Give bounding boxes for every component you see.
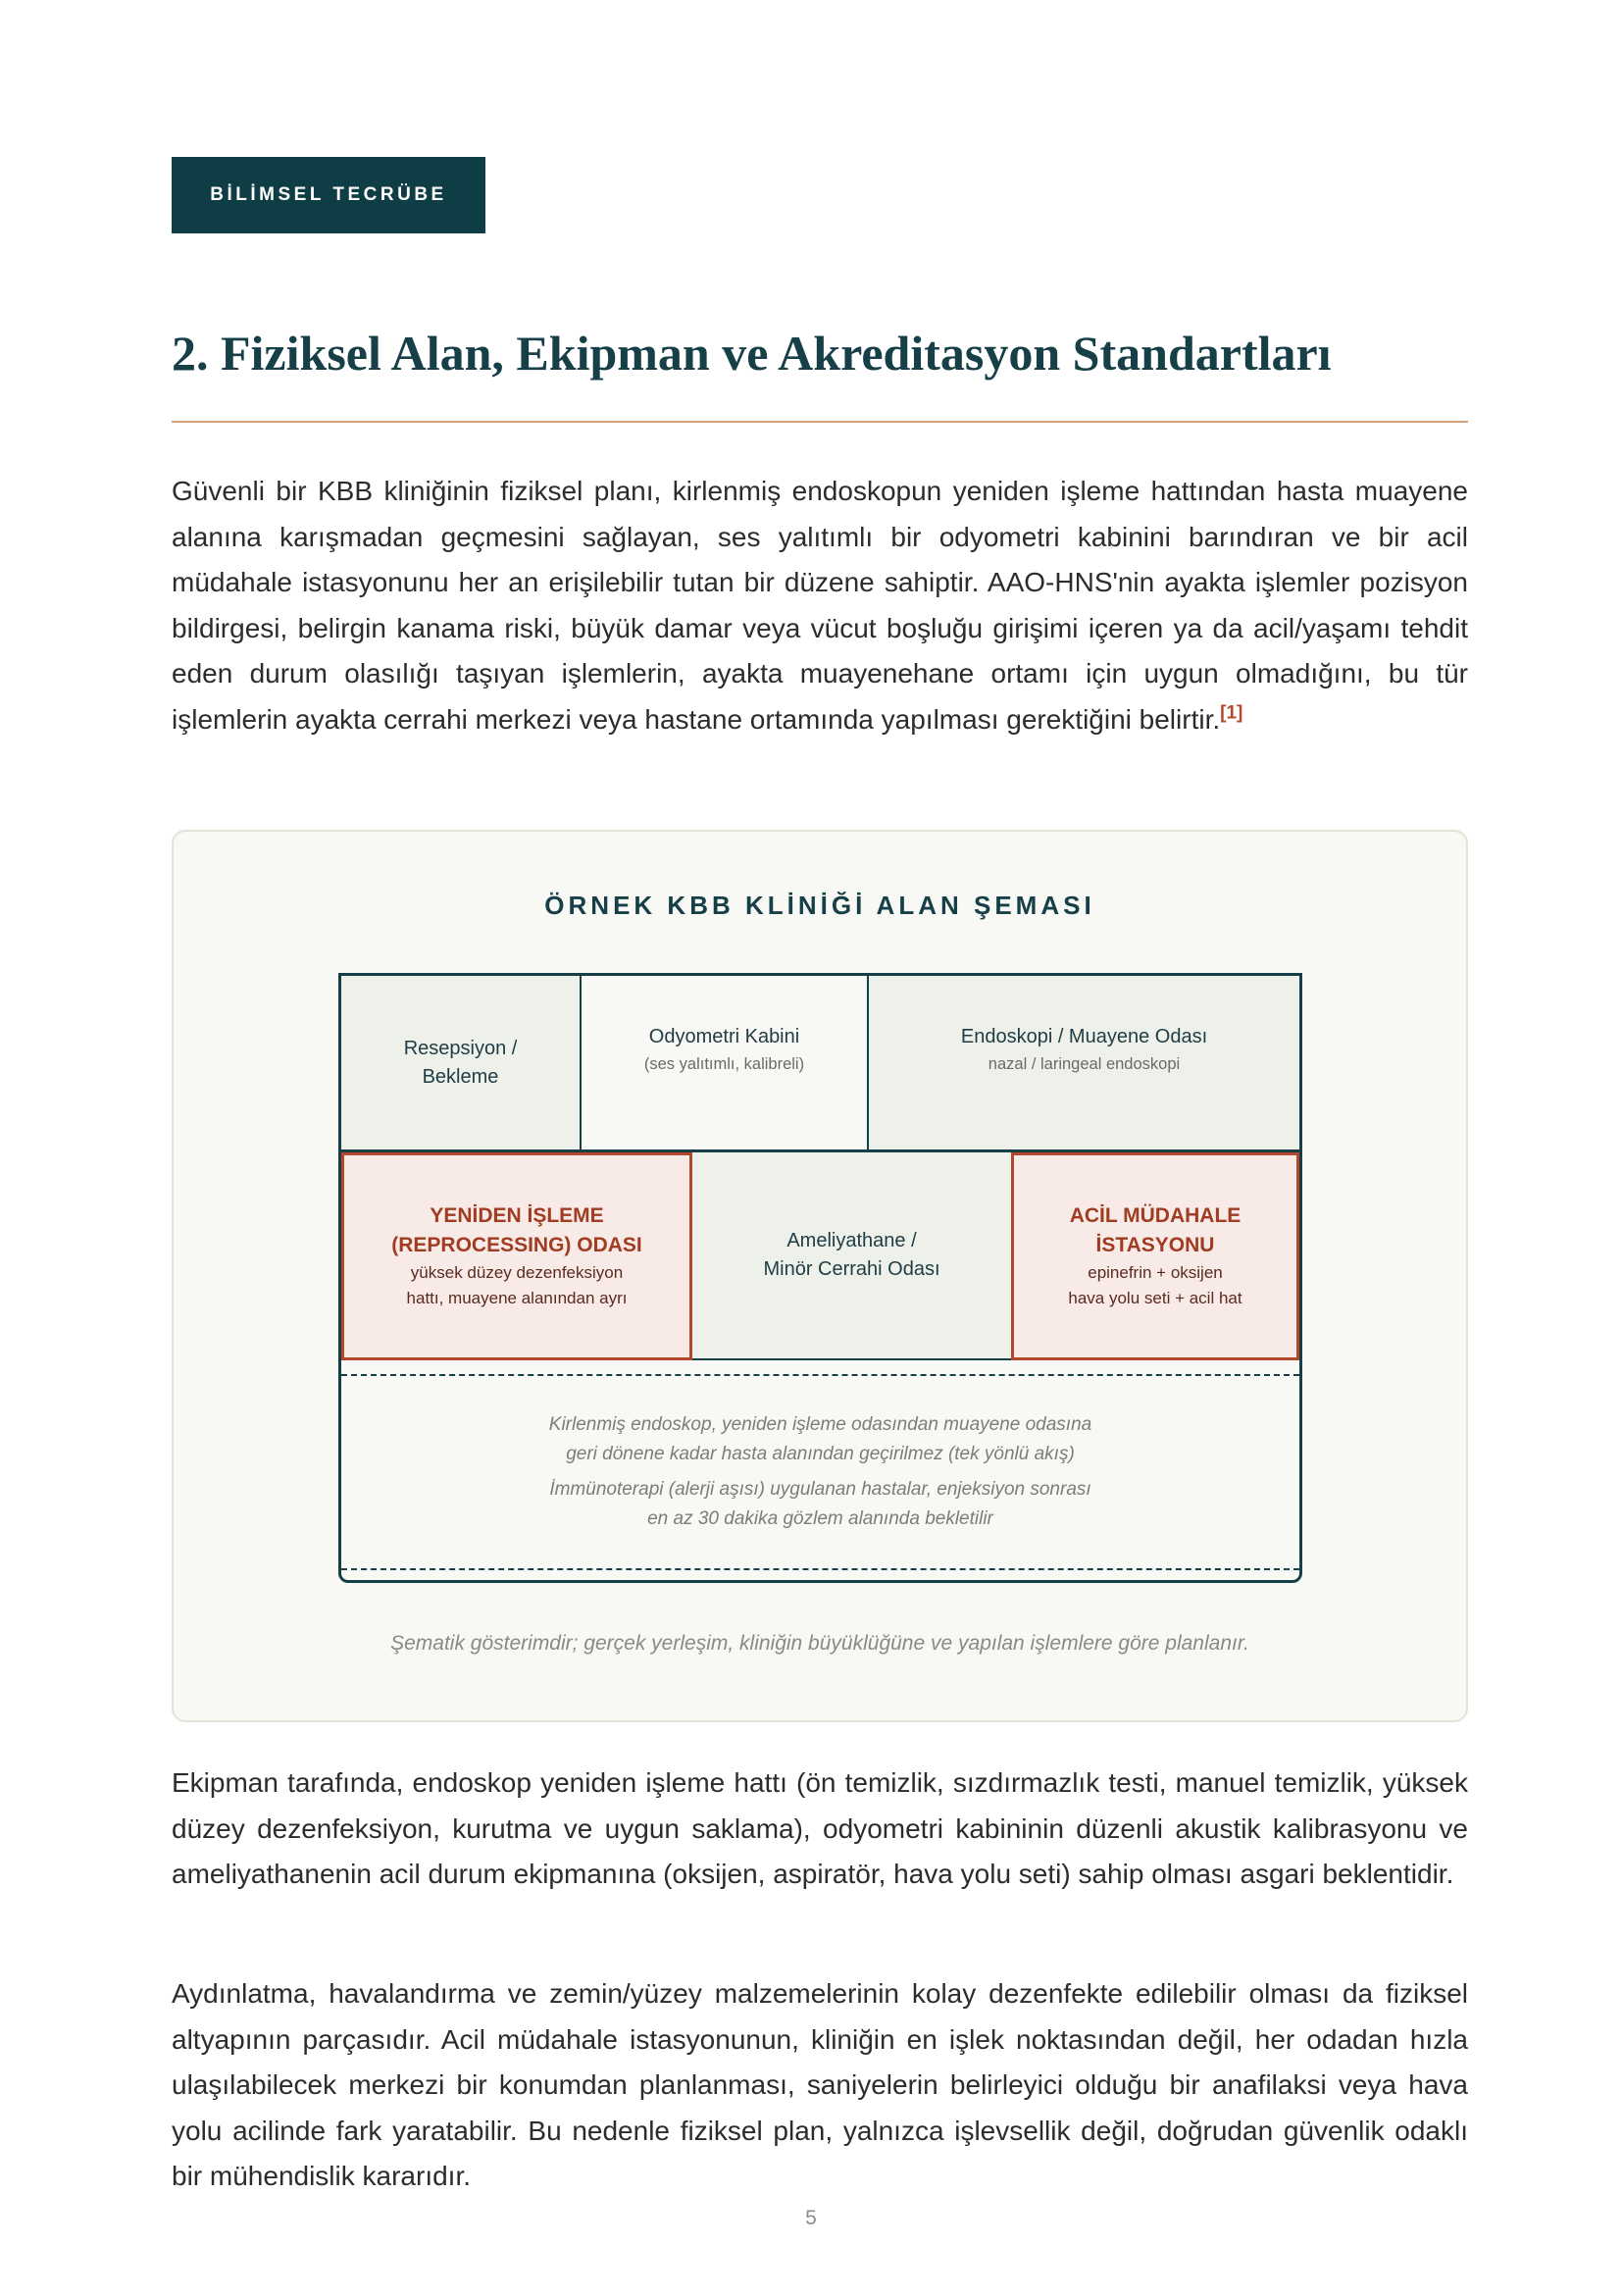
room-audiometry-name: Odyometri Kabini <box>648 1026 800 1047</box>
floor-plan <box>338 973 1302 1583</box>
room-emergency-name-2: İSTASYONU <box>1095 1234 1215 1256</box>
flow-note-4: en az 30 dakika gözlem alanında bekletilir <box>647 1508 993 1529</box>
room-reception-name-1: Resepsiyon / <box>403 1038 518 1059</box>
flow-note-3: İmmünoterapi (alerji aşısı) uygulanan hastalar, enjeksiyon sonrası <box>549 1479 1091 1500</box>
figure-title: ÖRNEK KBB KLİNİĞİ ALAN ŞEMASI <box>544 891 1095 920</box>
room-emergency <box>1011 1152 1299 1360</box>
room-operating-name-1: Ameliyathane / <box>786 1230 917 1251</box>
room-audiometry <box>582 976 869 1150</box>
room-emergency-name-1: ACİL MÜDAHALE <box>1069 1204 1242 1227</box>
room-audiometry-sub: (ses yalıtımlı, kalibreli) <box>643 1055 805 1073</box>
room-endoscopy <box>869 976 1299 1150</box>
room-emergency-sub-1: epinefrin + oksijen <box>1088 1263 1223 1282</box>
room-operating <box>692 1152 1011 1360</box>
flow-notes <box>341 1374 1299 1570</box>
room-emergency-sub-2: hava yolu seti + acil hat <box>1068 1289 1242 1307</box>
room-reprocessing-name-2: (REPROCESSING) ODASI <box>391 1234 642 1256</box>
citation-link[interactable]: [1] <box>1220 702 1243 724</box>
room-reprocessing-sub-1: yüksek düzey dezenfeksiyon <box>410 1263 624 1282</box>
infrastructure-paragraph: Aydınlatma, havalandırma ve zemin/yüzey malzemelerinin kolay dezenfekte edilebilir olması da fiziksel altyapının parçasıdır. Acil müdahale istasyonunun, kliniğin en işlek noktasından değil, her odadan hızla ulaşılabilecek merkezi bir konumdan planlanması, saniyelerin belirleyici olduğu bir anafilaksi veya hava yolu acilinde fark yaratabilir. Bu nedenle fiziksel plan, yalnızca işlevsellik değil, doğrudan güvenlik odaklı bir mühendislik kararıdır. <box>172 1978 1468 2191</box>
page-number: 5 <box>805 2207 817 2229</box>
figure-caption: Şematik gösterimdir; gerçek yerleşim, kliniğin büyüklüğüne ve yapılan işlemlere göre planlanır. <box>390 1632 1249 1655</box>
intro-paragraph <box>172 469 1468 742</box>
flow-note-2: geri dönene kadar hasta alanından geçirilmez (tek yönlü akış) <box>566 1444 1075 1464</box>
room-reprocessing <box>341 1152 692 1360</box>
clinic-layout-figure <box>172 830 1468 1722</box>
equipment-paragraph: Ekipman tarafında, endoskop yeniden işleme hattı (ön temizlik, sızdırmazlık testi, manuel temizlik, yüksek düzey dezenfeksiyon, kurutma ve uygun saklama), odyometri kabininin düzenli akustik kalibrasyonu ve ameliyathanenin acil durum ekipmanına (oksijen, aspiratör, hava yolu seti) sahip olması asgari beklentidir. <box>172 1767 1468 1889</box>
room-endoscopy-sub: nazal / laringeal endoskopi <box>988 1055 1181 1073</box>
section-tag: BİLİMSEL TECRÜBE <box>172 157 485 233</box>
room-reception-name-2: Bekleme <box>422 1066 499 1088</box>
room-reprocessing-sub-2: hattı, muayene alanından ayrı <box>406 1289 628 1307</box>
room-endoscopy-name: Endoskopi / Muayene Odası <box>960 1026 1208 1047</box>
room-operating-name-2: Minör Cerrahi Odası <box>763 1258 940 1280</box>
room-reception <box>341 976 582 1150</box>
page-title: 2. Fiziksel Alan, Ekipman ve Akreditasyon Standartları <box>172 326 1332 381</box>
room-reprocessing-name-1: YENİDEN İŞLEME <box>430 1204 604 1227</box>
intro-paragraph-text: Güvenli bir KBB kliniğinin fiziksel planı, kirlenmiş endoskopun yeniden işleme hattından hasta muayene alanına karışmadan geçmesini sağlayan, ses yalıtımlı bir odyometri kabinini barındıran ve bir acil müdahale istasyonunu her an erişilebilir tutan bir düzene sahiptir. AAO-HNS'nin ayakta işlemler pozisyon bildirgesi, belirgin kanama riski, büyük damar veya vücut boşluğu girişimi içeren ya da acil/yaşamı tehdit eden durum olasılığı taşıyan işlemlerin, ayakta muayenehane ortamı için uygun olmadığını, bu tür işlemlerin ayakta cerrahi merkezi veya hastane ortamında yapılması gerektiğini belirtir. <box>172 476 1468 735</box>
flow-note-1: Kirlenmiş endoskop, yeniden işleme odasından muayene odasına <box>548 1414 1092 1435</box>
title-divider <box>172 421 1468 423</box>
